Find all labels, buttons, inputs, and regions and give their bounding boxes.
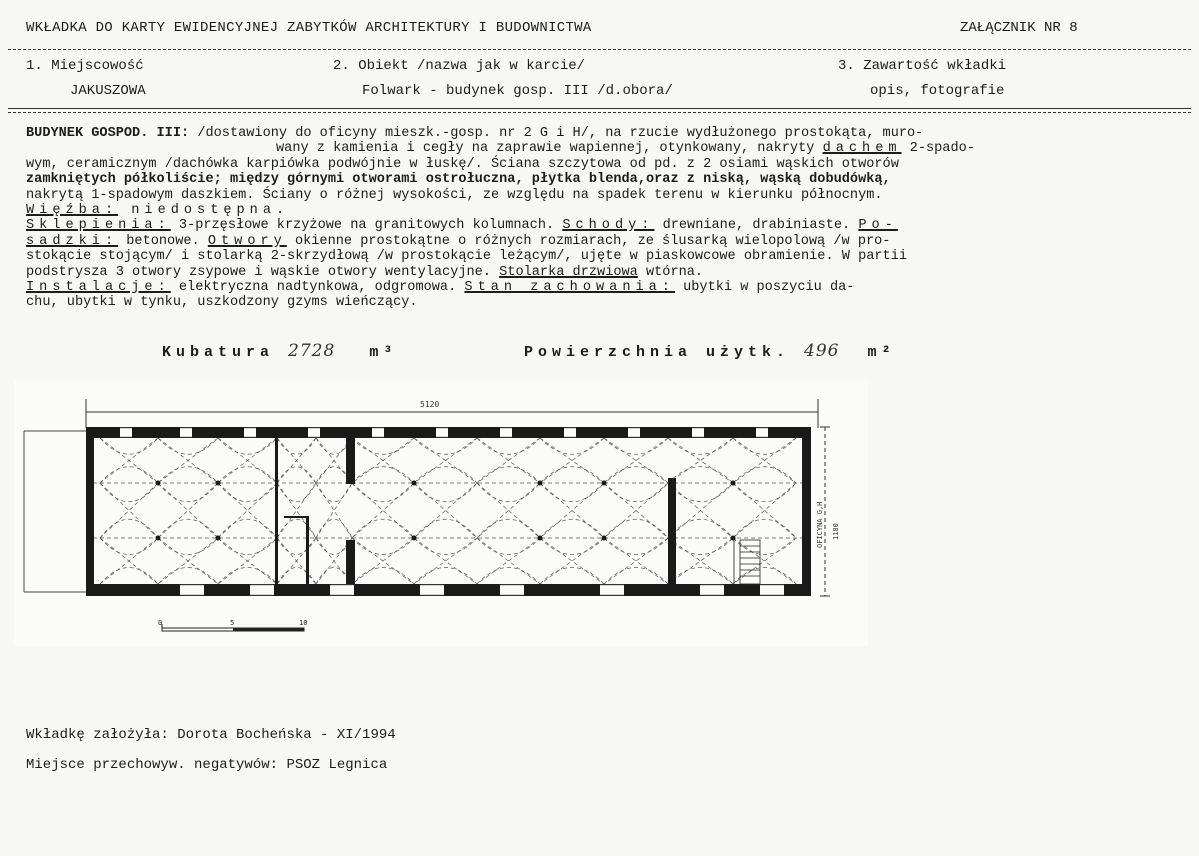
description-line-7 (26, 218, 1176, 233)
description-text: wany z kamienia i cegły na zaprawie wapiennej, otynkowany, nakryty (276, 141, 823, 157)
section-heading-truss: Więźba: (26, 203, 119, 219)
description-text: podstrysza 3 otwory zsypowe i wąskie otwory wentylacyjne. (26, 264, 500, 280)
locality-value: JAKUSZOWA (70, 83, 146, 99)
area-measure (524, 341, 896, 361)
contents-label: 3. Zawartość wkładki (838, 58, 1007, 74)
scale-label-5: 5 (230, 619, 235, 627)
fields-divider-top (8, 108, 1191, 109)
section-heading-installations: Instalacje: (26, 280, 171, 296)
volume-value: 2728 (288, 341, 336, 361)
section-heading-openings: Otwory (207, 233, 287, 249)
description-text: 2-spado- (901, 141, 975, 157)
area-value: 496 (804, 341, 840, 361)
description-line-4: zamkniętych półkoliście; między górnymi otworami ostrołuczna, płytka blenda,oraz z niską, wąską dobudówką, (26, 172, 891, 188)
area-label: Powierzchnia użytk. (524, 344, 791, 361)
area-unit: m² (867, 344, 896, 361)
description-text: betonowe. (118, 233, 208, 249)
description-text: drewniane, drabiniaste. (654, 218, 859, 234)
scale-label-10: 10 (299, 619, 308, 627)
description-line-3: wym, ceramicznym /dachówka karpiówka podwójnie w łuskę/. Ściana szczytowa od pd. z 2 osiami wąskich otworów (26, 156, 899, 172)
section-heading-floors: Po- (858, 218, 898, 234)
floor-plan-photo (14, 380, 868, 646)
volume-unit: m³ (369, 344, 398, 361)
building-description (26, 126, 1176, 311)
description-text: 3-przęsłowe krzyżowe na granitowych kolumnach. (170, 218, 563, 234)
description-text: ubytki w poszyciu da- (674, 280, 855, 296)
section-heading-condition: Stan zachowania: (464, 280, 675, 296)
description-line-9: stokącie stojącym/ i stolarką 2-skrzydłową /w prostokącie leżącym/, ujęte w piaskowcowe obramienie. W partii (26, 249, 908, 265)
description-line-8 (26, 234, 1176, 249)
description-line-5: nakrytą 1-spadowym daszkiem. Ściany o różnej wysokości, ze względu na spadek terenu w kierunku północnym. (26, 187, 883, 203)
locality-label: 1. Miejscowość (26, 58, 144, 74)
volume-measure (162, 341, 397, 361)
section-heading-roof: dachem (822, 141, 902, 157)
section-heading-vaults: Sklepienia: (26, 218, 171, 234)
building-heading: BUDYNEK GOSPOD. III: (26, 126, 190, 141)
annex-number: ZAŁĄCZNIK NR 8 (960, 20, 1078, 36)
description-line-2 (26, 141, 1176, 156)
section-heading-stairs: Schody: (562, 218, 655, 234)
description-text: okienne prostokątne o różnych rozmiarach, ze ślusarką wielopolową /w pro- (286, 233, 891, 249)
length-dimension-label: 5120 (420, 400, 440, 409)
description-text: /dostawiony do oficyny mieszk.-gosp. nr 2 G i H/, na rzucie wydłużonego prostokąta, muro- (189, 126, 924, 141)
contents-value: opis, fotografie (870, 83, 1005, 99)
fields-divider-bottom (8, 112, 1191, 113)
description-text: wtórna. (637, 264, 704, 280)
side-building-label: OFICYNA G,H (816, 501, 824, 548)
storage-line: Miejsce przechowyw. negatywów: PSOZ Legnica (26, 757, 388, 773)
author-line: Wkładkę założyła: Dorota Bocheńska - XI/1994 (26, 727, 396, 743)
description-line-12: chu, ubytki w tynku, uszkodzony gzyms wieńczący. (26, 295, 418, 311)
width-dimension-label: 1180 (832, 523, 840, 540)
sheet-title: WKŁADKA DO KARTY EWIDENCYJNEJ ZABYTKÓW ARCHITEKTURY I BUDOWNICTWA (26, 20, 592, 36)
volume-label: Kubatura (162, 344, 275, 361)
description-line-10 (26, 265, 1176, 280)
description-line-11 (26, 280, 1176, 295)
description-text: elektryczna nadtynkowa, odgromowa. (170, 280, 465, 296)
scale-label-0: 0 (158, 619, 163, 627)
section-heading-joinery: Stolarka drzwiowa (499, 264, 638, 280)
description-text: niedostępna. (118, 203, 290, 219)
description-line-6 (26, 203, 1176, 218)
section-heading-floors-cont: sadzki: (26, 233, 119, 249)
object-value: Folwark - budynek gosp. III /d.obora/ (362, 83, 673, 99)
header-divider (8, 49, 1191, 50)
object-label: 2. Obiekt /nazwa jak w karcie/ (333, 58, 586, 74)
description-line-1 (26, 126, 1176, 141)
